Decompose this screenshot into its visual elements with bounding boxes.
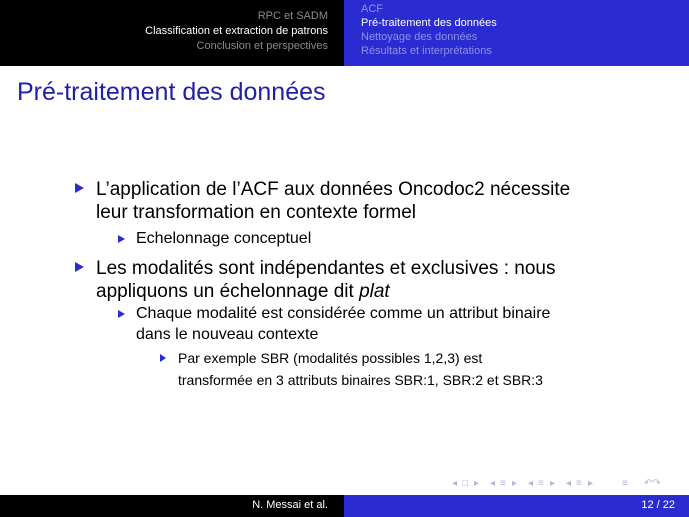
bullet-triangle-icon bbox=[75, 262, 84, 272]
list-item-level2-line2: dans le nouveau contexte bbox=[136, 326, 319, 343]
list-item-level2: Echelonnage conceptuel bbox=[136, 230, 312, 247]
appendix-icon[interactable]: ≡ bbox=[576, 478, 582, 489]
list-item-level1-line1: Les modalités sont indépendantes et exclusives : nous bbox=[96, 258, 556, 279]
prev-subsection-icon[interactable]: ◂ bbox=[528, 478, 534, 489]
footline-left bbox=[0, 495, 344, 517]
next-appendix-icon[interactable]: ▸ bbox=[588, 478, 594, 489]
section-link-conclusion[interactable]: Conclusion et perspectives bbox=[196, 40, 328, 52]
subsection-link-acf[interactable]: ACF bbox=[361, 3, 383, 15]
subsection-icon[interactable]: ≡ bbox=[538, 478, 544, 489]
headline bbox=[0, 0, 689, 66]
list-item-text: appliquons un échelonnage dit bbox=[96, 281, 360, 302]
author-name: N. Messai et al. bbox=[252, 499, 328, 511]
prev-frame-icon[interactable]: ◂ bbox=[452, 478, 458, 489]
next-subsection-icon[interactable]: ▸ bbox=[550, 478, 556, 489]
prev-appendix-icon[interactable]: ◂ bbox=[566, 478, 572, 489]
footline-right bbox=[344, 495, 689, 517]
list-item-level2-line1: Chaque modalité est considérée comme un attribut binaire bbox=[136, 305, 551, 322]
back-search-icon[interactable]: ↶↷ bbox=[644, 478, 661, 489]
section-link-classification[interactable]: Classification et extraction de patrons bbox=[145, 25, 328, 37]
list-item-level3-line2: transformée en 3 attributs binaires SBR:1, SBR:2 et SBR:3 bbox=[178, 372, 543, 388]
section-link-rpc-sadm[interactable]: RPC et SADM bbox=[257, 10, 328, 22]
page-number: 12 / 22 bbox=[641, 499, 675, 511]
frame-title: Pré-traitement des données bbox=[17, 78, 326, 106]
list-item-level1-line2: leur transformation en contexte formel bbox=[96, 202, 416, 223]
subsection-navigation bbox=[344, 0, 689, 66]
bullet-triangle-icon bbox=[118, 235, 125, 243]
list-item-level1-line2 bbox=[96, 280, 390, 303]
subsection-link-nettoyage[interactable]: Nettoyage des données bbox=[361, 31, 478, 43]
section-icon[interactable]: ≡ bbox=[500, 478, 506, 489]
prev-section-icon[interactable]: ◂ bbox=[490, 478, 496, 489]
next-frame-icon[interactable]: ▸ bbox=[474, 478, 480, 489]
section-navigation bbox=[0, 0, 344, 66]
footline bbox=[0, 495, 689, 517]
subsection-link-resultats[interactable]: Résultats et interprétations bbox=[361, 45, 492, 57]
emphasis-text: plat bbox=[359, 281, 390, 302]
list-item-level1-line1: L’application de l’ACF aux données Oncodoc2 nécessite bbox=[96, 179, 571, 200]
bullet-triangle-icon bbox=[75, 183, 84, 193]
align-icon[interactable]: ≡ bbox=[622, 478, 628, 489]
list-item-level3-line1: Par exemple SBR (modalités possibles 1,2,3) est bbox=[178, 350, 483, 366]
bullet-triangle-icon bbox=[118, 310, 125, 318]
next-section-icon[interactable]: ▸ bbox=[512, 478, 518, 489]
subsection-link-pretraitement[interactable]: Pré-traitement des données bbox=[361, 17, 497, 29]
bullet-triangle-icon bbox=[160, 354, 166, 362]
frame-icon[interactable]: □ bbox=[462, 478, 469, 489]
